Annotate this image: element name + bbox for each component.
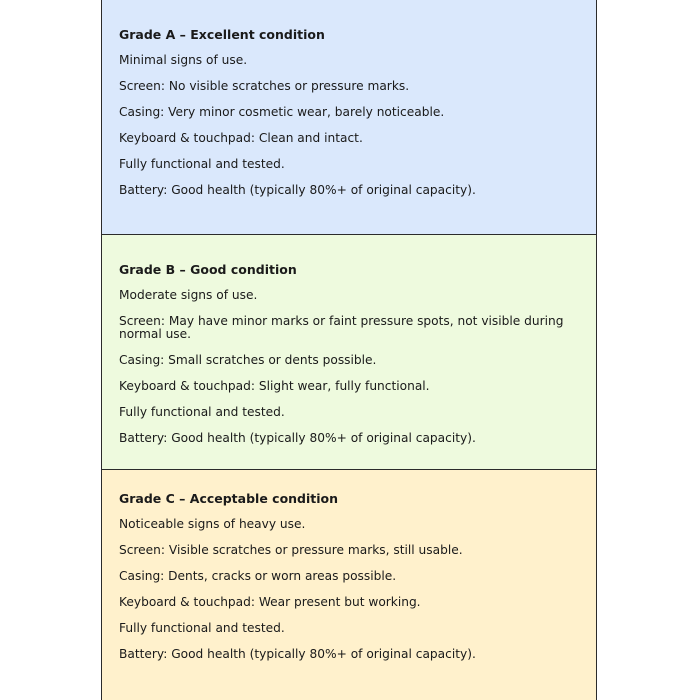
grade-c-item: Noticeable signs of heavy use. xyxy=(119,517,306,531)
grade-b-title: Grade B – Good condition xyxy=(119,262,297,277)
grade-c-item: Screen: Visible scratches or pressure marks, still usable. xyxy=(119,543,463,557)
grade-c-item: Battery: Good health (typically 80%+ of original capacity). xyxy=(119,647,476,661)
grade-b-item: Battery: Good health (typically 80%+ of original capacity). xyxy=(119,431,476,445)
grade-a-item: Keyboard & touchpad: Clean and intact. xyxy=(119,131,363,145)
grade-a-item: Fully functional and tested. xyxy=(119,157,285,171)
grade-b-item: Moderate signs of use. xyxy=(119,288,258,302)
grade-b-list xyxy=(119,289,574,458)
grade-a-section xyxy=(102,0,596,234)
grade-a-title: Grade A – Excellent condition xyxy=(119,27,325,42)
grade-b-item: Fully functional and tested. xyxy=(119,405,285,419)
grade-b-item: Casing: Small scratches or dents possible. xyxy=(119,353,377,367)
grading-sheet xyxy=(101,0,597,700)
grade-a-item: Casing: Very minor cosmetic wear, barely noticeable. xyxy=(119,105,445,119)
grade-b-section xyxy=(102,234,596,469)
grade-a-item: Screen: No visible scratches or pressure marks. xyxy=(119,79,410,93)
grade-c-title: Grade C – Acceptable condition xyxy=(119,491,339,506)
grade-a-list xyxy=(119,54,574,210)
grade-a-item: Battery: Good health (typically 80%+ of original capacity). xyxy=(119,183,476,197)
grade-c-section xyxy=(102,469,596,700)
grade-a-item: Minimal signs of use. xyxy=(119,53,248,67)
grade-b-item: Screen: May have minor marks or faint pressure spots, not visible during normal use. xyxy=(119,314,564,341)
grade-c-item: Keyboard & touchpad: Wear present but working. xyxy=(119,595,421,609)
grade-c-item: Fully functional and tested. xyxy=(119,621,285,635)
grade-c-item: Casing: Dents, cracks or worn areas possible. xyxy=(119,569,397,583)
grade-b-item: Keyboard & touchpad: Slight wear, fully functional. xyxy=(119,379,430,393)
grade-c-list xyxy=(119,518,574,674)
